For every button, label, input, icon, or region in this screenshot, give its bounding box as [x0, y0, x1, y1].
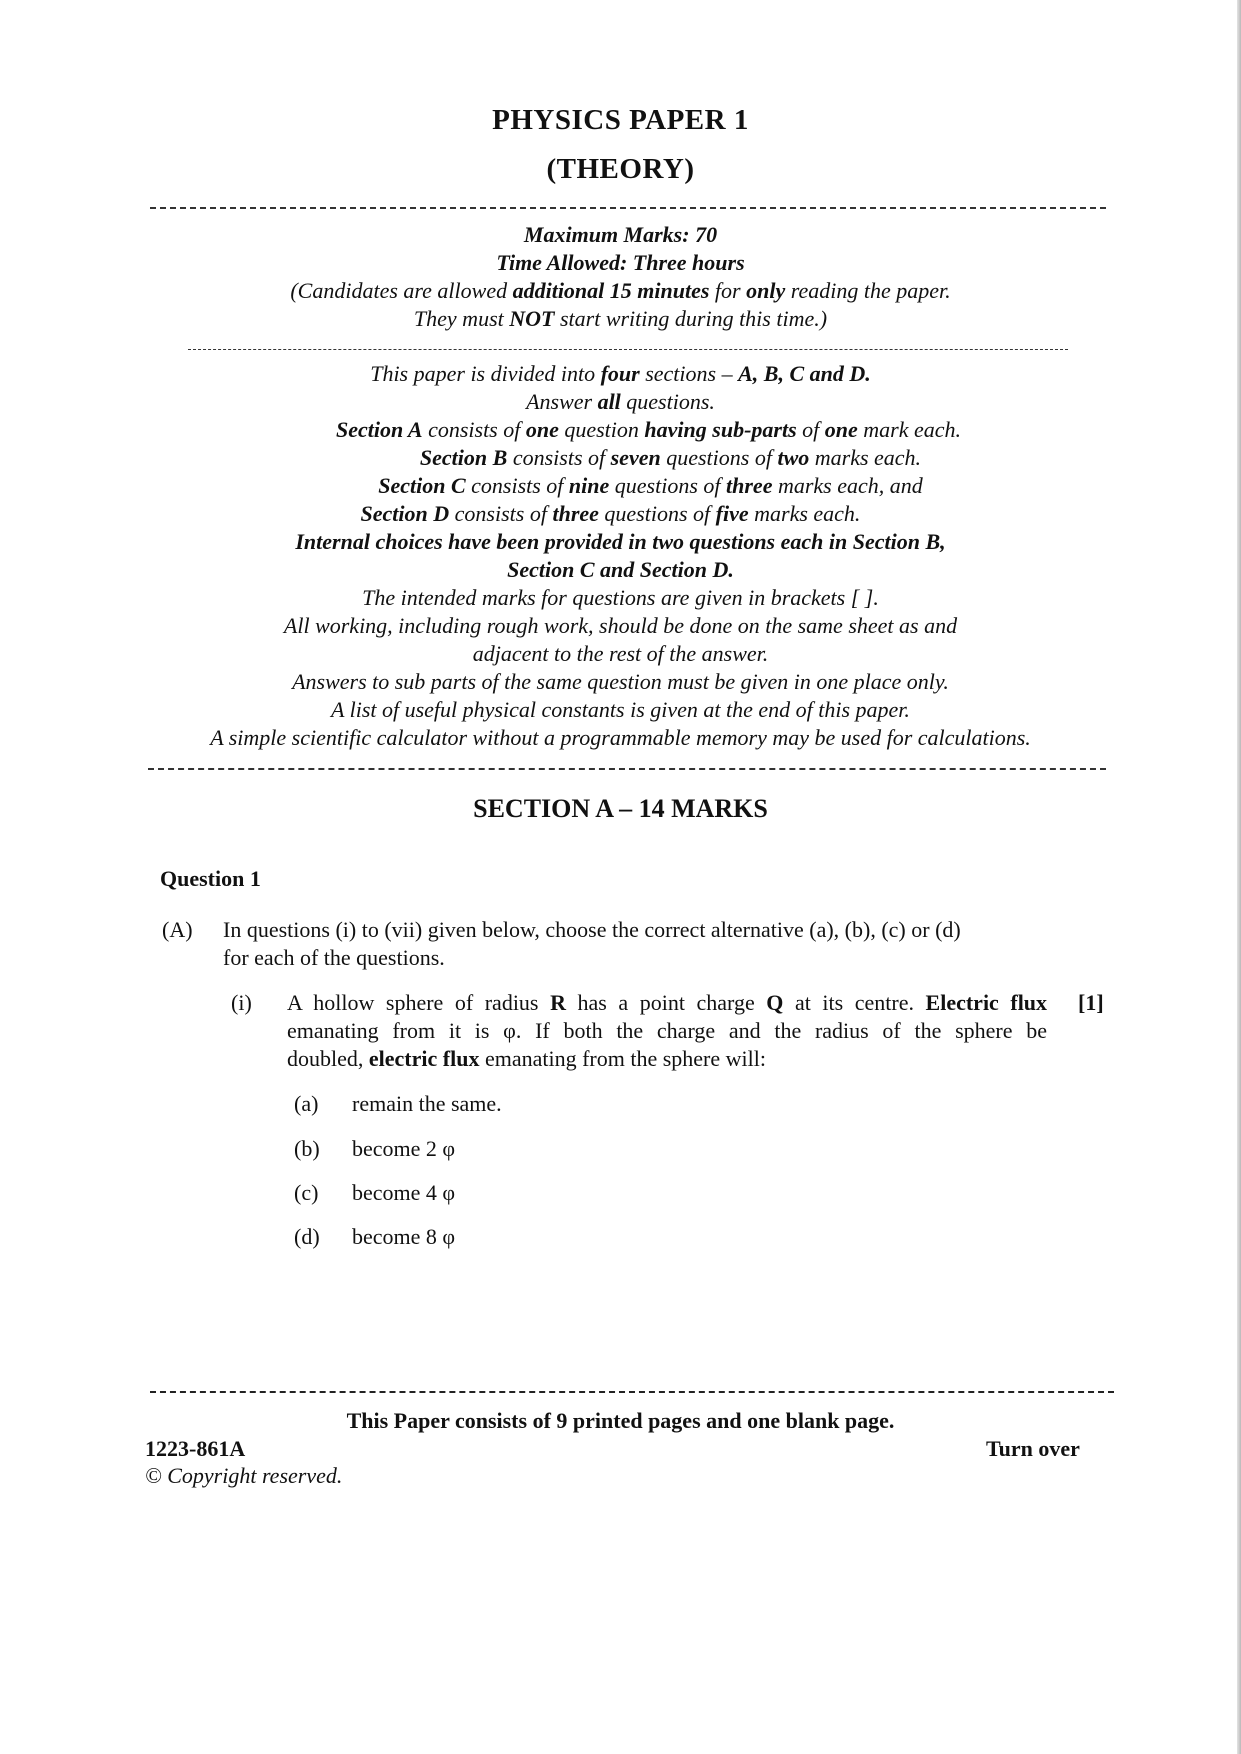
option-c-text: become 4 φ: [352, 1180, 456, 1205]
instruction-section-d: Section D consists of three questions of five marks each.: [360, 501, 861, 526]
footer-page-count: This Paper consists of 9 printed pages and one blank page.: [346, 1408, 895, 1433]
instruction-sections: This paper is divided into four sections – A, B, C and D.: [370, 361, 871, 386]
question-i-marks: [1]: [1078, 990, 1104, 1015]
instruction-rough-work: All working, including rough work, should be done on the same sheet as and: [283, 613, 958, 638]
instruction-answer-all: Answer all questions.: [526, 389, 715, 414]
instruction-internal-choice: Internal choices have been provided in two questions each in Section B,: [295, 529, 946, 554]
section-a-title: SECTION A – 14 MARKS: [473, 794, 768, 823]
instruction-calculator: A simple scientific calculator without a programmable memory may be used for calculations.: [210, 725, 1031, 750]
instruction-constants: A list of useful physical constants is given at the end of this paper.: [331, 697, 910, 722]
divider-top: [150, 207, 1106, 209]
question-i-line3: doubled, electric flux emanating from the sphere will:: [287, 1046, 766, 1071]
footer-copyright: © Copyright reserved.: [145, 1463, 343, 1488]
divider-instructions: [188, 349, 1068, 350]
instruction-section-c: Section C consists of nine questions of three marks each, and: [378, 473, 923, 498]
option-a-label: (a): [294, 1091, 319, 1116]
option-b-text: become 2 φ: [352, 1136, 456, 1161]
instruction-marks-brackets: The intended marks for questions are given in brackets [ ].: [362, 585, 879, 610]
option-b-label: (b): [294, 1136, 320, 1161]
divider-section: [148, 768, 1106, 770]
part-a-label: (A): [162, 917, 193, 942]
part-a-line2: for each of the questions.: [223, 945, 445, 970]
part-a-line1: In questions (i) to (vii) given below, choose the correct alternative (a), (b), (c) or (d): [223, 917, 961, 942]
question-i-line2: emanating from it is φ. If both the charge and the radius of the sphere be: [287, 1018, 1047, 1043]
question-heading: Question 1: [160, 866, 261, 891]
option-a-text: remain the same.: [352, 1091, 502, 1116]
question-i-line1: A hollow sphere of radius R has a point charge Q at its centre. Electric flux: [287, 990, 1048, 1015]
footer-turn-over: Turn over: [986, 1436, 1080, 1461]
instruction-section-a: Section A consists of one question having sub-parts of one mark each.: [335, 417, 962, 442]
max-marks: Maximum Marks: 70: [523, 222, 718, 247]
option-d-text: become 8 φ: [352, 1224, 456, 1249]
instruction-section-b: Section B consists of seven questions of two marks each.: [419, 445, 922, 470]
footer-divider: [150, 1391, 1114, 1393]
reading-time-line2: They must NOT start writing during this time.): [413, 306, 828, 331]
option-d-label: (d): [294, 1224, 320, 1249]
instruction-rough-work-2: adjacent to the rest of the answer.: [472, 641, 769, 666]
question-i-label: (i): [231, 990, 252, 1015]
instruction-internal-choice-2: Section C and Section D.: [507, 557, 734, 582]
instruction-sub-parts: Answers to sub parts of the same question must be given in one place only.: [292, 669, 949, 694]
footer-paper-code: 1223-861A: [145, 1436, 246, 1461]
reading-time-line1: (Candidates are allowed additional 15 minutes for only reading the paper.: [290, 278, 951, 303]
time-allowed: Time Allowed: Three hours: [496, 250, 745, 275]
option-c-label: (c): [294, 1180, 319, 1205]
paper-subtitle: (THEORY): [546, 153, 695, 185]
paper-title: PHYSICS PAPER 1: [492, 104, 749, 136]
